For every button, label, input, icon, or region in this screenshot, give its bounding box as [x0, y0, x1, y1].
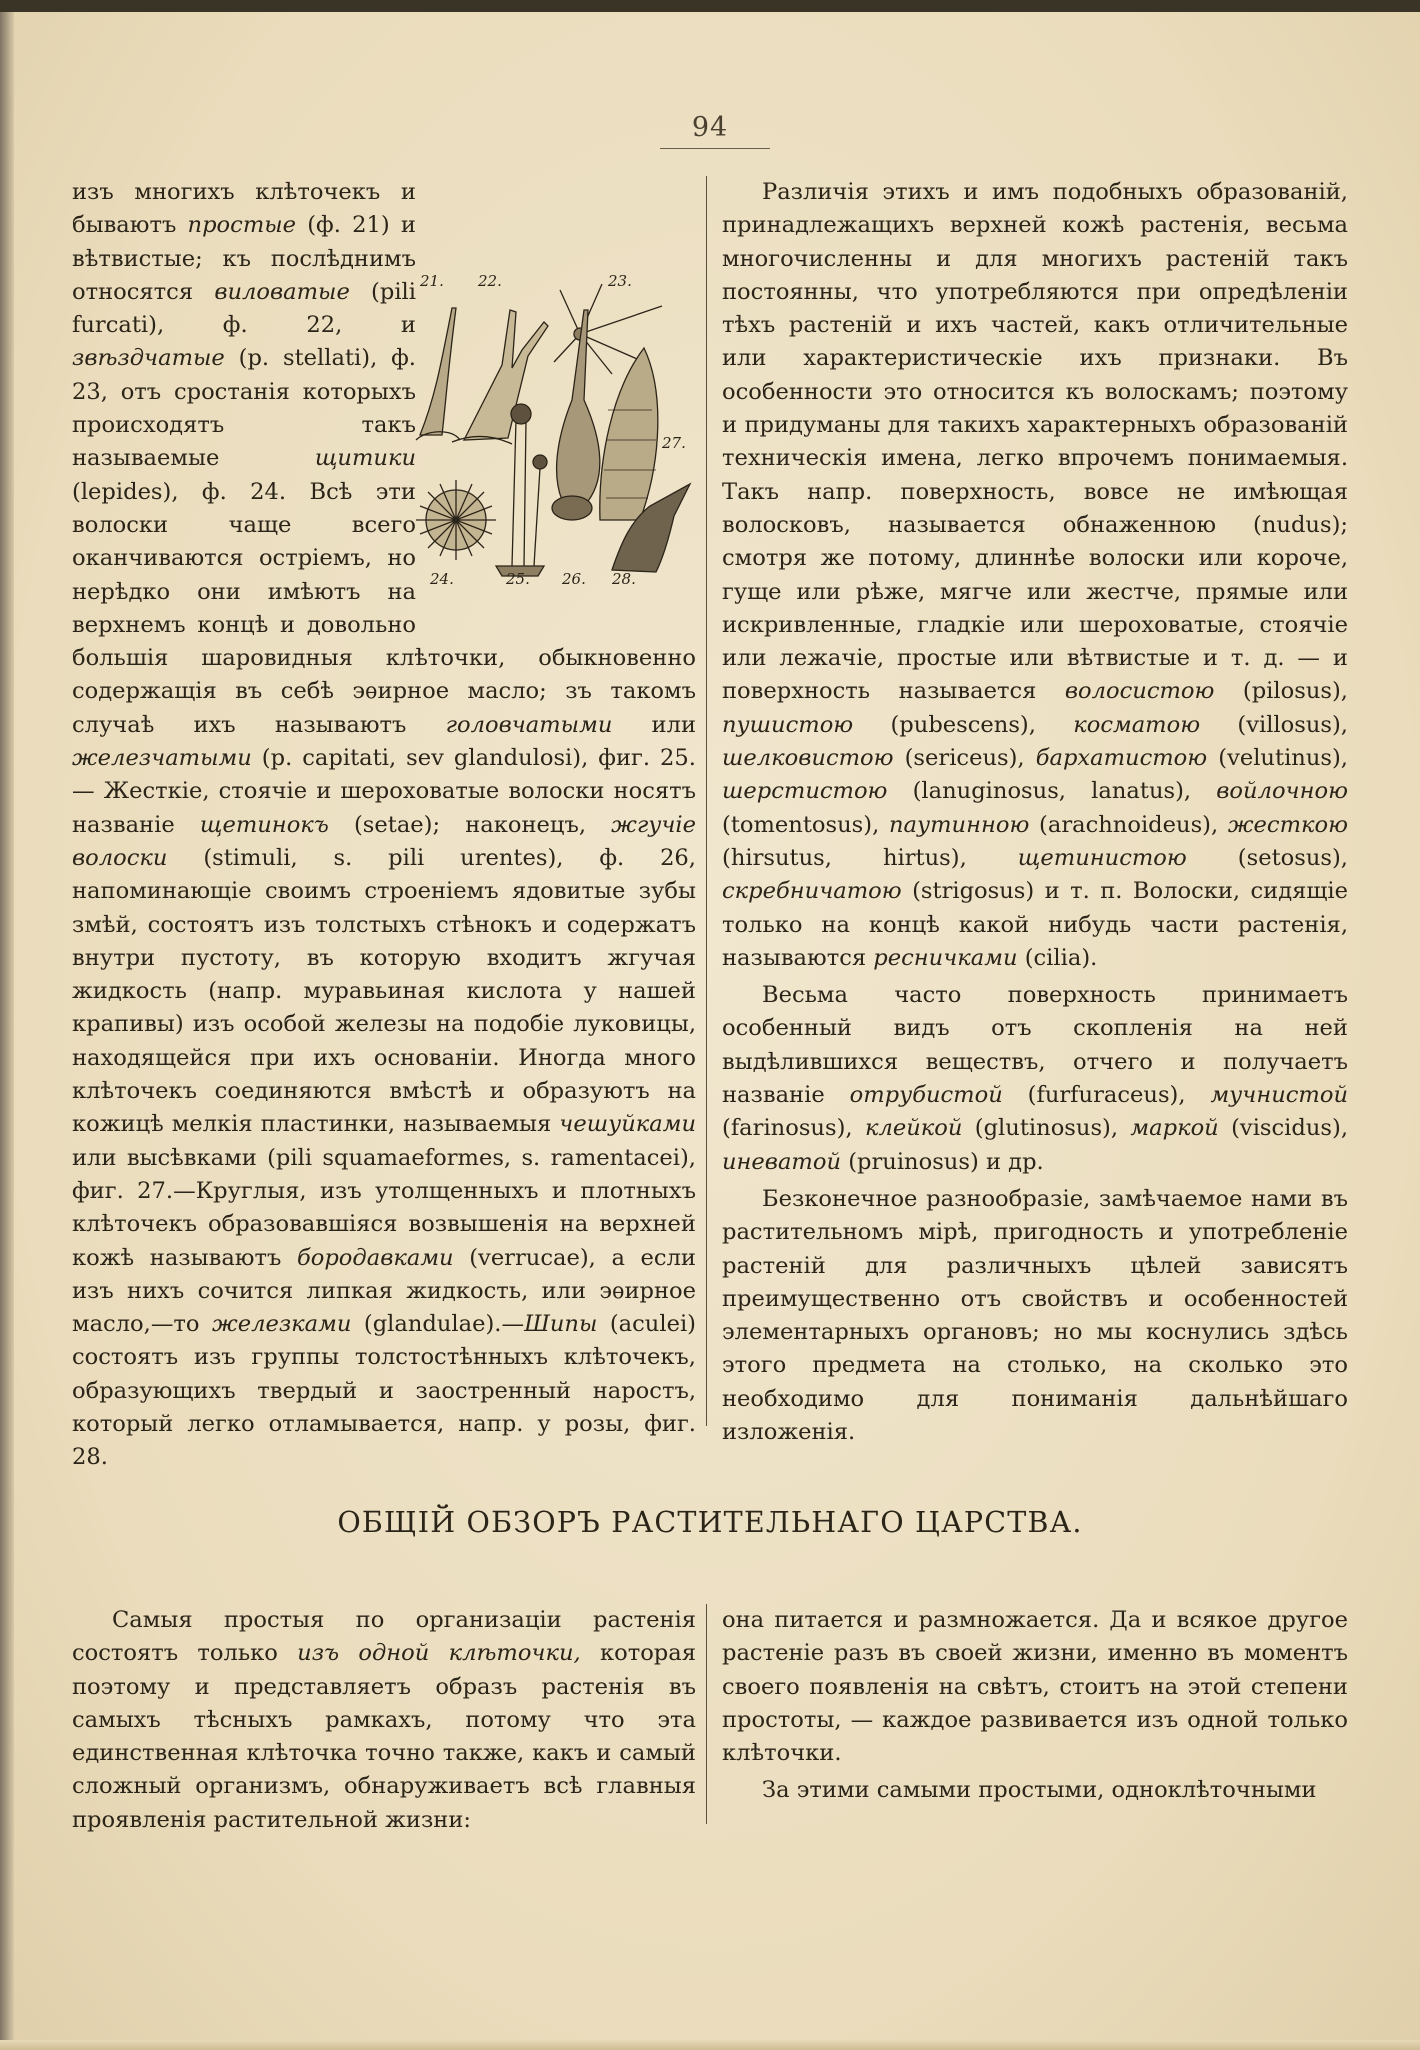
- text-run: Различія этихъ и имъ подобныхъ образованій, принадлежащихъ верхней кожѣ растенія, весьма многочисленны и для многихъ растеній такъ постоянны, что употребляются при опредѣленіи тѣхъ растеній и ихъ частей, какъ отличительные или характеристическіе ихъ признаки. Въ особенности это относится къ волоскамъ; поэтому и придуманы для такихъ характерныхъ образованій техническія имена, легко впрочемъ понимаемыя. Такъ напр. поверхность, вовсе не имѣющая волосковъ, называется обнаженною (nudus); смотря же потому, длиннѣе волоски или короче, гуще или рѣже, мягче или жестче, прямые или искривленные, гладкіе или шероховатые, стоячіе или лежачіе, простые или вѣтвистые и т. д. — и поверхность называется: [722, 179, 1348, 705]
- text-run: (verrucae), а если изъ нихъ сочится липкая жидкость, или эѳирное масло,—то: [72, 1244, 696, 1338]
- italic-term: паутинною: [888, 811, 1030, 838]
- text-run: (pruinosus) и др.: [841, 1148, 1044, 1175]
- italic-term: войлочною: [1216, 778, 1348, 805]
- scan-left-edge: [0, 12, 14, 2050]
- scan-bottom-edge: [0, 2040, 1420, 2050]
- figure-label-23: 23.: [608, 272, 632, 290]
- italic-term: пушистою: [722, 711, 854, 738]
- text-run: она питается и размножается. Да и всякое другое растеніе разъ въ своей жизни, именно въ моментъ своего появленія на свѣтъ, стоитъ на этой степени простоты, — каждое развивается изъ одной только клѣточки.: [722, 1607, 1348, 1767]
- plant-hairs-figure: [412, 270, 694, 588]
- bottom-column-divider: [706, 1604, 707, 1824]
- italic-term: головчатыми: [445, 711, 613, 738]
- page-number-rule: [660, 148, 770, 149]
- text-run: За этими самыми простыми, одноклѣточными: [762, 1777, 1317, 1804]
- italic-term: железками: [212, 1311, 352, 1338]
- text-run: (lepides), ф. 24. Всѣ эти волоски чаще всего оканчиваются остріемъ, но нерѣдко они имѣютъ на верхнемъ концѣ и довольно большія шаровидныя клѣточки, обыкновенно содержащія въ себѣ эѳирное масло; зъ такомъ случаѣ ихъ называютъ: [72, 478, 696, 738]
- top-right-paragraph-1: [722, 176, 1348, 975]
- text-run: (arachnoideus),: [1029, 811, 1228, 838]
- top-right-paragraph-2: [722, 979, 1348, 1179]
- text-run: (furfuraceus),: [1002, 1082, 1211, 1109]
- text-run: (hirsutus, hirtus),: [722, 844, 1018, 871]
- italic-term: щетинистою: [1017, 844, 1187, 871]
- text-run: (cilia).: [1017, 944, 1098, 971]
- italic-term: отрубистой: [849, 1082, 1003, 1109]
- italic-term: бородавками: [296, 1244, 454, 1271]
- text-run: или высѣвками (pili squamaeformes, s. ramentacei), фиг. 27.—Круглыя, изъ утолщенныхъ и плотныхъ клѣточекъ образовавшіяся возвышенія на верхней кожѣ называютъ: [72, 1144, 696, 1271]
- section-title: ОБЩІЙ ОБЗОРЪ РАСТИТЕЛЬНАГО ЦАРСТВА.: [337, 1506, 1083, 1539]
- text-run: (velutinus),: [1207, 745, 1348, 772]
- text-run: Весьма часто поверхность принимаетъ особенный видъ отъ скопленія на ней выдѣлившихся веществъ, отчего и получаетъ названіе: [722, 982, 1348, 1109]
- bottom-right-paragraph-2: [722, 1774, 1348, 1807]
- text-run: которая поэтому и представляетъ образъ растенія въ самыхъ тѣсныхъ рамкахъ, потому что эта единственная клѣточка точно также, какъ и самый сложный организмъ, обнаруживаетъ всѣ главныя проявленія растительной жизни:: [72, 1640, 696, 1833]
- italic-term: скребничатою: [722, 878, 902, 905]
- text-run: (stimuli, s. pili urentes), ф. 26, напоминающіе своимъ строеніемъ ядовитые зубы змѣй, состоятъ изъ толстыхъ стѣнокъ и содержатъ внутри пустоту, въ которую входитъ жгучая жидкость (напр. муравьиная кислота у нашей крапивы) изъ особой железы на подобіе луковицы, находящейся при ихъ основаніи. Иногда много клѣточекъ соединяются вмѣстѣ и образуютъ на кожицѣ мелкія пластинки, называемыя: [72, 844, 696, 1138]
- text-run: (farinosus),: [722, 1115, 865, 1142]
- scan-top-edge: [0, 0, 1420, 12]
- italic-term: шелковистою: [722, 745, 894, 772]
- figure-label-24: 24.: [430, 570, 454, 588]
- top-column-divider: [706, 176, 707, 1426]
- italic-term: иневатой: [722, 1148, 842, 1175]
- scale-hair-27: [600, 348, 658, 520]
- italic-term: косматою: [1073, 711, 1201, 738]
- text-run: Безконечное разнообразіе, замѣчаемое нами въ растительномъ мірѣ, пригодность и употребленіе растеній для различныхъ цѣлей зависятъ преимущественно отъ свойствъ и особенностей элементарныхъ органовъ; но мы коснулись здѣсь этого предмета на столько, на сколько это необходимо для пониманія дальнѣйшаго изложенія.: [722, 1185, 1348, 1445]
- italic-term: шерстистою: [722, 778, 888, 805]
- figure-label-28: 28.: [612, 570, 636, 588]
- italic-term: щитики: [314, 445, 416, 472]
- bottom-right-column: [722, 1604, 1348, 1808]
- italic-term: бархатистою: [1035, 745, 1208, 772]
- text-run: (viscidus),: [1218, 1115, 1348, 1142]
- italic-term: виловатые: [214, 278, 350, 305]
- text-run: (ф. 21) и вѣтвистые; къ послѣднимъ относятся: [72, 212, 416, 305]
- top-right-column: [722, 176, 1348, 1449]
- text-run: (lanuginosus, lanatus),: [887, 778, 1217, 805]
- text-run: (strigosus) и т. п. Волоски, сидящіе только на концѣ какой нибудь части растенія, называются: [722, 878, 1348, 971]
- figure-label-22: 22.: [478, 272, 502, 290]
- bottom-left-column: [72, 1604, 696, 1837]
- text-run: (sericeus),: [893, 745, 1036, 772]
- italic-term: изъ одной клѣточки,: [297, 1640, 581, 1667]
- figure-label-26: 26.: [562, 570, 586, 588]
- italic-term: жесткою: [1227, 811, 1348, 838]
- text-run: Самыя простыя по организаціи растенія состоятъ только: [72, 1607, 696, 1667]
- italic-term: маркой: [1130, 1115, 1219, 1142]
- simple-hair-21: [420, 308, 456, 435]
- peltate-scale-24: [416, 480, 496, 560]
- text-run: или: [612, 711, 697, 738]
- text-run: (glandulae).—: [351, 1311, 525, 1338]
- text-run: (p. capitati, sev glandulosi), фиг. 25.— Жесткіе, стоячіе и шероховатые волоски носятъ названіе: [72, 745, 696, 838]
- text-run: (aculei) состоятъ изъ группы толстостѣнныхъ клѣточекъ, образующихъ твердый и заостренный наростъ, который легко отламывается, напр. у розы, фиг. 28.: [72, 1311, 696, 1471]
- italic-term: ресничками: [873, 944, 1018, 971]
- page-number: 94: [691, 112, 729, 143]
- italic-term: щетинокъ: [199, 811, 329, 838]
- italic-term: звѣздчатые: [72, 345, 225, 372]
- italic-term: чешуйками: [559, 1111, 696, 1138]
- text-run: (setae); наконецъ,: [328, 811, 612, 838]
- figure-label-27: 27.: [662, 434, 686, 452]
- figure-label-25: 25.: [506, 570, 530, 588]
- italic-term: жгучіе волоски: [72, 811, 696, 871]
- italic-term: мучнистой: [1210, 1082, 1348, 1109]
- italic-term: Шипы: [524, 1311, 598, 1338]
- figure-label-21: 21.: [420, 272, 444, 290]
- text-run: (pubescens),: [853, 711, 1074, 738]
- text-run: (villosus),: [1200, 711, 1348, 738]
- text-run: (p. stellati), ф. 23, отъ сростанія которыхъ происходятъ такъ называемые: [72, 345, 416, 472]
- text-run: (pilosus),: [1214, 678, 1348, 705]
- text-run: (tomentosus),: [722, 811, 889, 838]
- italic-term: клейкой: [864, 1115, 963, 1142]
- text-run: (setosus),: [1186, 844, 1348, 871]
- top-right-paragraph-3: [722, 1183, 1348, 1449]
- italic-term: волосистою: [1064, 678, 1215, 705]
- italic-term: железчатыми: [72, 745, 252, 772]
- bottom-left-paragraph: [72, 1604, 696, 1837]
- text-run: изъ многихъ клѣточекъ и бываютъ: [72, 179, 416, 239]
- italic-term: простые: [187, 212, 297, 239]
- forked-hair-22: [464, 310, 548, 440]
- text-run: (glutinosus),: [962, 1115, 1131, 1142]
- text-run: (pili furcati), ф. 22, и: [72, 278, 417, 339]
- bottom-right-paragraph-1: [722, 1604, 1348, 1770]
